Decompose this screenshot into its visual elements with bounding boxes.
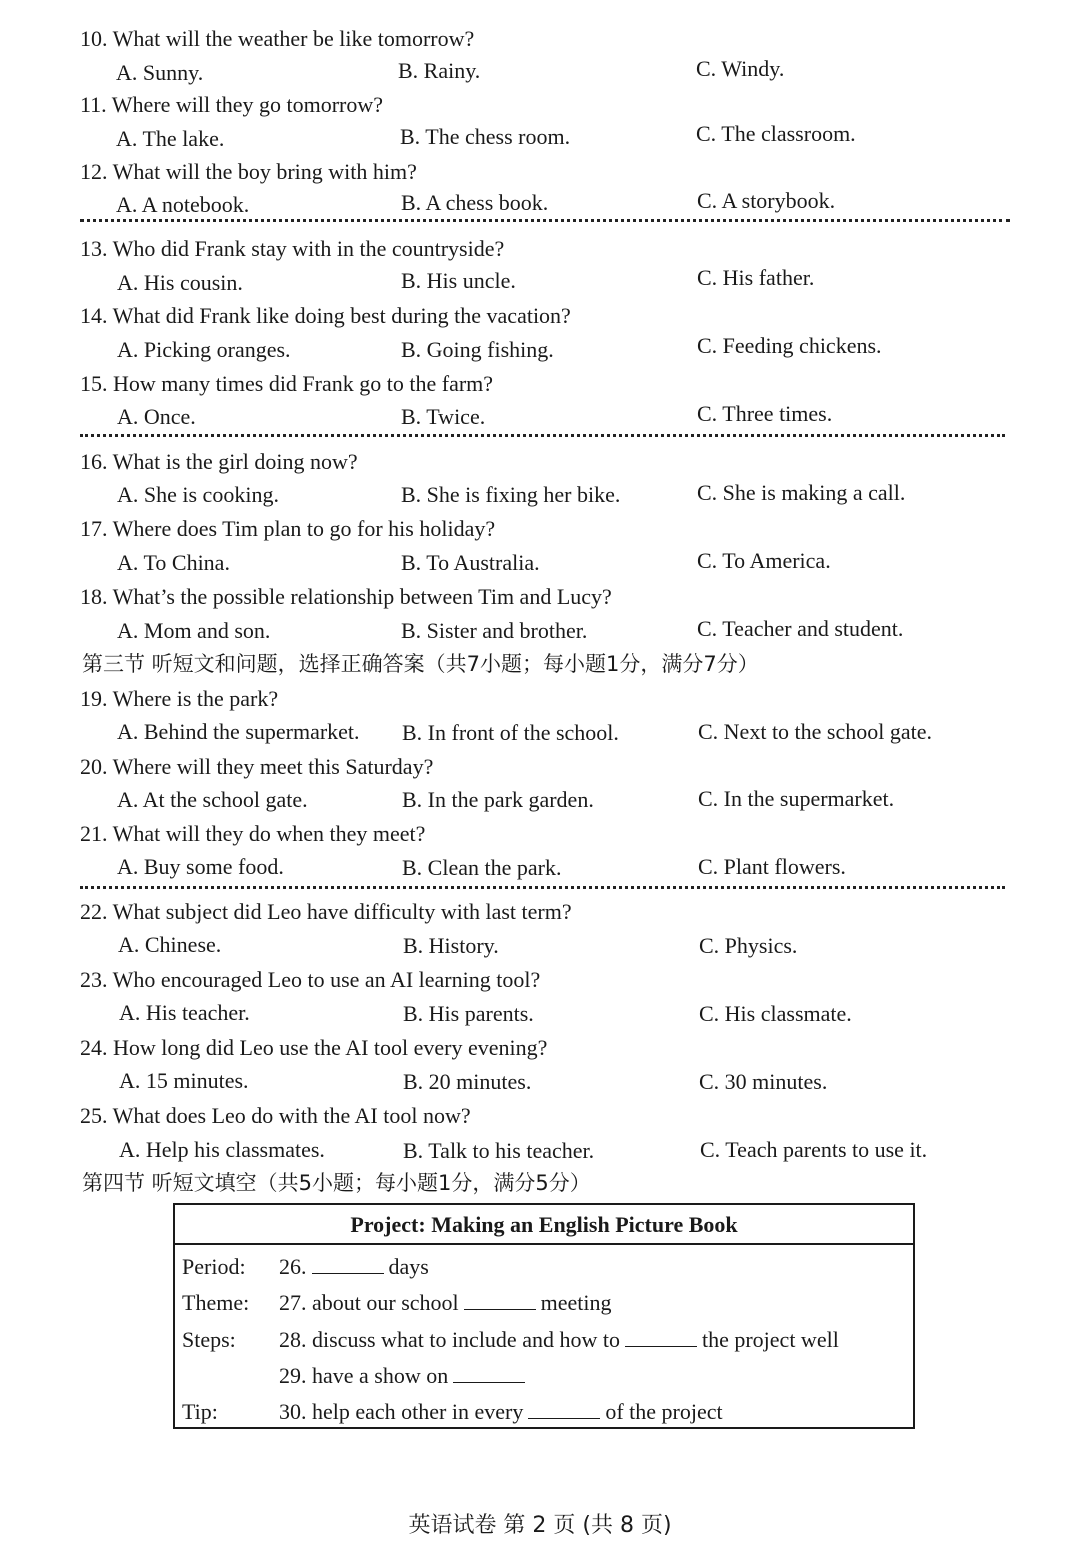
question-14: 14. What did Frank like doing best during the vacation? <box>80 303 571 328</box>
row-label: Period: <box>182 1254 246 1279</box>
question-12: 12. What will the boy bring with him? <box>80 159 417 184</box>
option-b: B. To Australia. <box>401 550 540 575</box>
option-c: C. She is making a call. <box>697 480 906 505</box>
answer-blank-28[interactable] <box>625 1326 697 1347</box>
option-b: B. Talk to his teacher. <box>403 1138 595 1163</box>
option-b: B. Twice. <box>401 404 486 429</box>
option-a: A. Behind the supermarket. <box>117 719 360 744</box>
option-a: A. To China. <box>117 550 230 575</box>
answer-blank-29[interactable] <box>453 1362 525 1383</box>
option-a: A. A notebook. <box>116 192 250 217</box>
option-a: A. Mom and son. <box>117 618 271 643</box>
dotted-separator <box>80 886 1005 889</box>
option-a: A. Help his classmates. <box>119 1137 325 1162</box>
option-c: C. Plant flowers. <box>698 854 846 879</box>
row-label: Theme: <box>182 1290 250 1315</box>
option-b: B. His parents. <box>403 1001 534 1026</box>
question-13: 13. Who did Frank stay with in the countryside? <box>80 236 505 261</box>
option-c: C. The classroom. <box>696 121 856 146</box>
option-a: A. His cousin. <box>117 270 243 295</box>
question-24: 24. How long did Leo use the AI tool every evening? <box>80 1035 548 1060</box>
question-15: 15. How many times did Frank go to the farm? <box>80 371 494 396</box>
dotted-separator <box>80 434 1005 437</box>
section-heading: 第四节 听短文填空（共5小题；每小题1分，满分5分） <box>82 1171 591 1195</box>
option-c: C. Windy. <box>696 56 785 81</box>
option-c: C. Teach parents to use it. <box>700 1137 928 1162</box>
answer-blank-26[interactable] <box>312 1253 384 1274</box>
row-label: Steps: <box>182 1327 236 1352</box>
option-b: B. Going fishing. <box>401 337 554 362</box>
option-b: B. The chess room. <box>400 124 571 149</box>
row-content: 28. discuss what to include and how to the project well <box>279 1327 839 1352</box>
option-a: A. The lake. <box>116 126 225 151</box>
option-c: C. His father. <box>697 265 815 290</box>
question-23: 23. Who encouraged Leo to use an AI learning tool? <box>80 967 541 992</box>
option-c: C. To America. <box>697 548 831 573</box>
table-row <box>175 1322 913 1358</box>
row-content: 29. have a show on <box>279 1358 530 1394</box>
option-a: A. 15 minutes. <box>119 1068 249 1093</box>
section-heading: 第三节 听短文和问题，选择正确答案（共7小题；每小题1分，满分7分） <box>82 652 759 676</box>
option-c: C. A storybook. <box>697 188 836 213</box>
option-b: B. Sister and brother. <box>401 618 588 643</box>
option-b: B. She is fixing her bike. <box>401 482 621 507</box>
row-content: 27. about our school meeting <box>279 1290 612 1315</box>
table-row <box>175 1285 913 1321</box>
question-18: 18. What’s the possible relationship between Tim and Lucy? <box>80 584 612 609</box>
option-c: C. Teacher and student. <box>697 616 904 641</box>
option-b: B. In the park garden. <box>402 787 594 812</box>
dotted-separator <box>80 219 1010 222</box>
project-table <box>173 1203 915 1429</box>
answer-blank-27[interactable] <box>464 1289 536 1310</box>
option-a: A. At the school gate. <box>117 787 308 812</box>
page-footer: 英语试卷 第 2 页 (共 8 页) <box>408 1513 672 1538</box>
question-25: 25. What does Leo do with the AI tool now? <box>80 1103 471 1128</box>
option-c: C. Next to the school gate. <box>698 719 933 744</box>
table-row <box>175 1394 913 1430</box>
option-b: B. Rainy. <box>398 58 481 83</box>
question-11: 11. Where will they go tomorrow? <box>80 92 384 117</box>
question-21: 21. What will they do when they meet? <box>80 821 426 846</box>
question-22: 22. What subject did Leo have difficulty with last term? <box>80 899 572 924</box>
option-c: C. His classmate. <box>699 1001 852 1026</box>
option-a: A. Picking oranges. <box>117 337 291 362</box>
option-a: A. Chinese. <box>118 932 222 957</box>
option-a: A. Buy some food. <box>117 854 284 879</box>
option-b: B. His uncle. <box>401 268 516 293</box>
option-a: A. Once. <box>117 404 196 429</box>
table-row <box>175 1358 913 1394</box>
option-b: B. In front of the school. <box>402 720 619 745</box>
answer-blank-30[interactable] <box>528 1398 600 1419</box>
row-content: 26. days <box>279 1254 429 1279</box>
row-label: Tip: <box>182 1399 218 1424</box>
option-b: B. 20 minutes. <box>403 1069 532 1094</box>
option-b: B. History. <box>403 933 499 958</box>
option-c: C. In the supermarket. <box>698 786 895 811</box>
question-16: 16. What is the girl doing now? <box>80 449 358 474</box>
table-row <box>175 1249 913 1285</box>
option-a: A. She is cooking. <box>117 482 279 507</box>
option-b: B. A chess book. <box>401 190 549 215</box>
option-c: C. 30 minutes. <box>699 1069 828 1094</box>
question-19: 19. Where is the park? <box>80 686 279 711</box>
option-b: B. Clean the park. <box>402 855 562 880</box>
question-10: 10. What will the weather be like tomorrow? <box>80 26 475 51</box>
row-content: 30. help each other in every of the project <box>279 1399 723 1424</box>
question-17: 17. Where does Tim plan to go for his holiday? <box>80 516 496 541</box>
option-a: A. His teacher. <box>119 1000 250 1025</box>
option-c: C. Physics. <box>699 933 798 958</box>
option-c: C. Three times. <box>697 401 833 426</box>
question-20: 20. Where will they meet this Saturday? <box>80 754 434 779</box>
option-a: A. Sunny. <box>116 60 204 85</box>
option-c: C. Feeding chickens. <box>697 333 882 358</box>
project-title: Project: Making an English Picture Book <box>175 1205 913 1245</box>
